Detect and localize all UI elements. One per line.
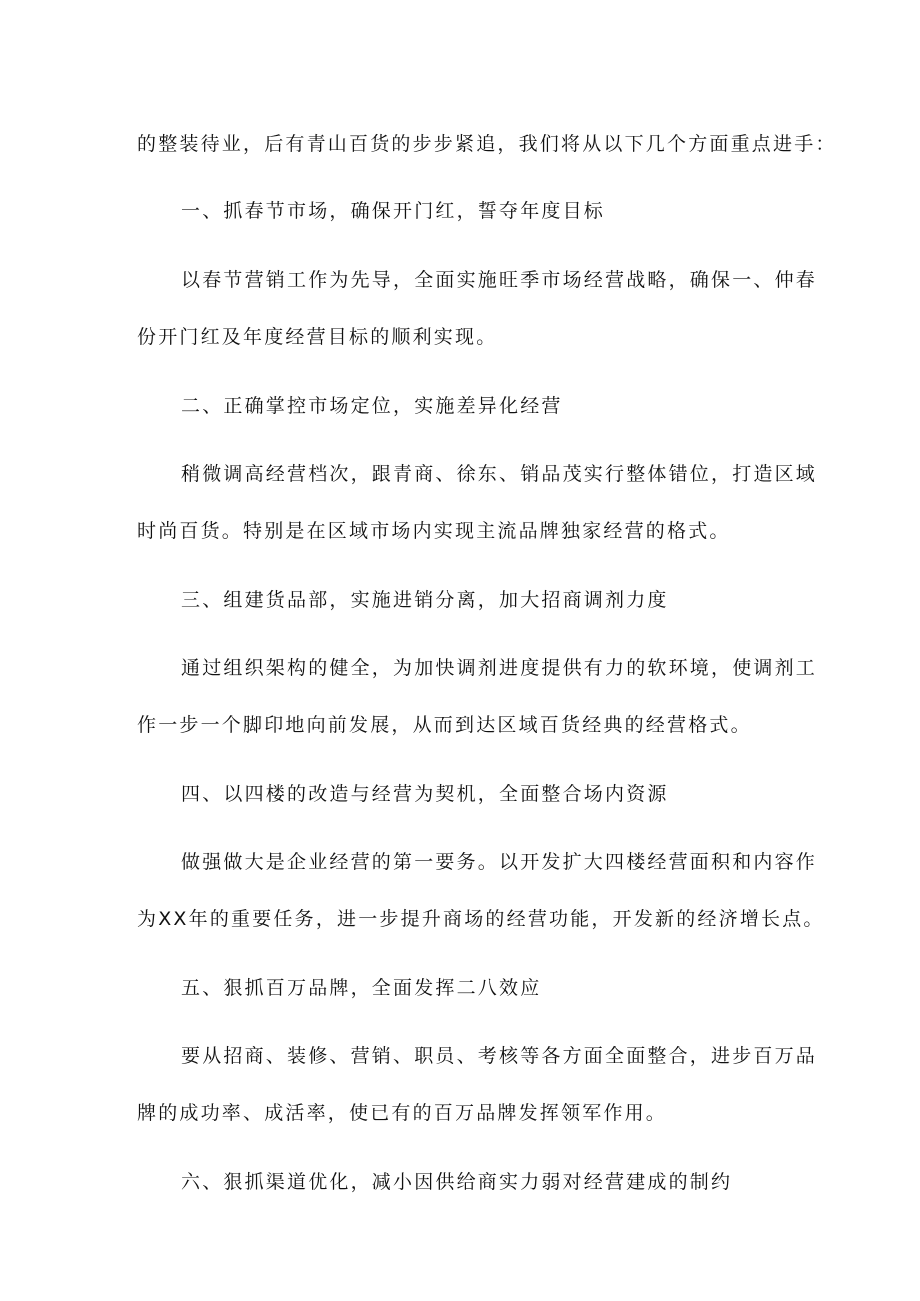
paragraph-line: 作一步一个脚印地向前发展，从而到达区域百货经典的经营格式。 — [137, 714, 752, 736]
section-heading-3: 三、组建货品部，实施进销分离，加大招商调剂力度 — [181, 589, 669, 611]
paragraph-line-intro: 的整装待业，后有青山百货的步步紧追，我们将从以下几个方面重点进手： — [137, 133, 837, 155]
section-heading-6: 六、狠抓渠道优化，减小因供给商实力弱对经营建成的制约 — [181, 1171, 733, 1193]
paragraph-line: 要从招商、装修、营销、职员、考核等各方面全面整合，进步百万品 — [181, 1045, 818, 1067]
section-heading-1: 一、抓春节市场，确保开门红，誓夺年度目标 — [181, 200, 606, 222]
section-heading-2: 二、正确掌控市场定位，实施差异化经营 — [181, 395, 563, 417]
paragraph-line: 时尚百货。特别是在区域市场内实现主流品牌独家经营的格式。 — [137, 520, 731, 542]
paragraph-line: 牌的成功率、成活率，使已有的百万品牌发挥领军作用。 — [137, 1102, 668, 1124]
section-heading-4: 四、以四楼的改造与经营为契机，全面整合场内资源 — [181, 783, 669, 805]
paragraph-line: 以春节营销工作为先导，全面实施旺季市场经营战略，确保一、仲春 — [181, 269, 818, 291]
paragraph-line: 做强做大是企业经营的第一要务。以开发扩大四楼经营面积和内容作 — [181, 851, 818, 873]
paragraph-line: 通过组织架构的健全，为加快调剂进度提供有力的软环境，使调剂工 — [181, 657, 818, 679]
paragraph-line: 份开门红及年度经营目标的顺利实现。 — [137, 326, 498, 348]
paragraph-line: 稍微调高经营档次，跟青商、徐东、销品茂实行整体错位，打造区域 — [181, 463, 818, 485]
section-heading-5: 五、狠抓百万品牌，全面发挥二八效应 — [181, 977, 542, 999]
paragraph-line: 为XX年的重要任务，进一步提升商场的经营功能，开发新的经济增长点。 — [137, 908, 825, 930]
